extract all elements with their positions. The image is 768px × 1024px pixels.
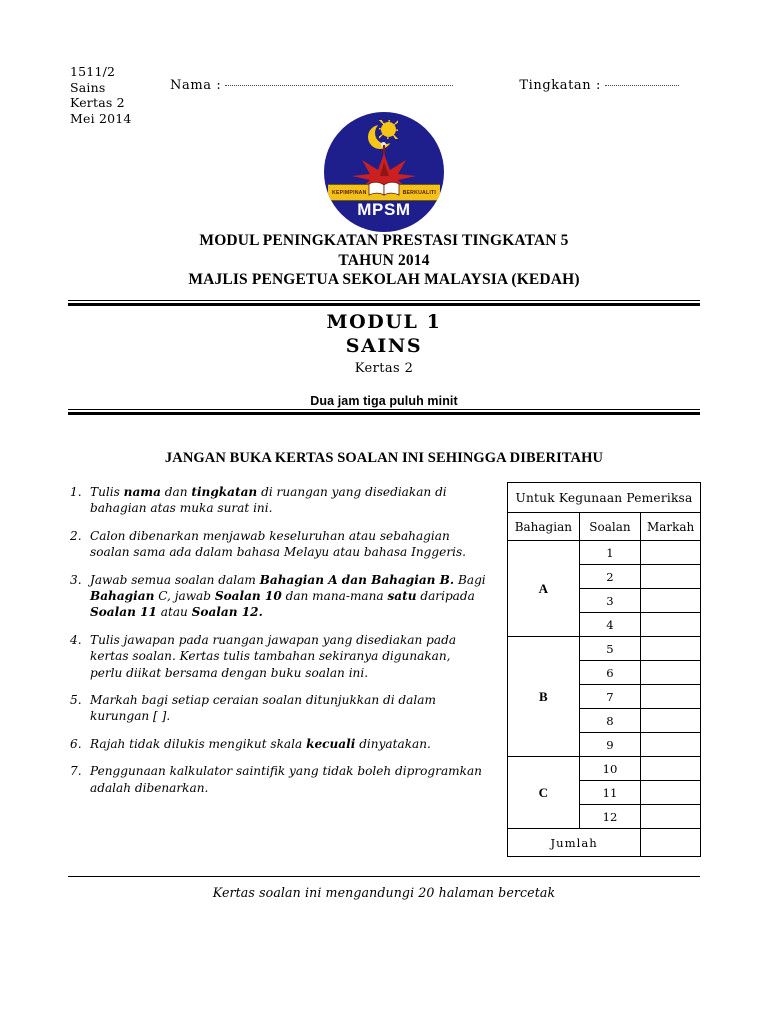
instruction-item <box>66 632 486 681</box>
instruction-number: 5. <box>70 693 82 708</box>
instruction-item <box>66 763 486 796</box>
instruction-item <box>66 528 486 561</box>
question-number-cell: 5 <box>579 637 641 661</box>
footer-divider <box>68 876 700 877</box>
form-field[interactable] <box>519 78 679 93</box>
org-line-1: MODUL PENINGKATAN PRESTASI TINGKATAN 5 <box>199 232 569 249</box>
instruction-item <box>66 692 486 725</box>
column-header-soalan: Soalan <box>579 513 641 541</box>
sun-icon <box>381 122 396 137</box>
question-number-cell: 9 <box>579 733 641 757</box>
marks-entry-cell[interactable] <box>641 805 701 829</box>
motto-right: BERKUALITI <box>402 189 436 196</box>
paper-number: Kertas 2 <box>70 95 125 110</box>
paper-subject: Sains <box>70 79 106 95</box>
module-paper: Kertas 2 <box>354 361 414 376</box>
instruction-text: Calon dibenarkan menjawab keseluruhan atau sebahagian soalan sama ada dalam bahasa Melayu atau bahasa Inggeris. <box>90 528 467 560</box>
instruction-number: 7. <box>70 764 82 779</box>
motto-left: KEPIMPINAN <box>332 189 367 196</box>
total-marks-cell[interactable] <box>641 829 701 857</box>
marks-entry-cell[interactable] <box>641 637 701 661</box>
logo-acronym: MPSM <box>357 200 411 219</box>
question-number-cell: 7 <box>579 685 641 709</box>
marks-table-row <box>508 637 701 661</box>
form-input-line[interactable] <box>605 85 679 86</box>
form-label: Tingkatan : <box>519 78 601 93</box>
module-title: MODUL 1 <box>326 311 442 333</box>
instruction-number: 1. <box>70 485 82 499</box>
instruction-item <box>66 572 486 621</box>
question-number-cell: 11 <box>579 781 641 805</box>
org-line-2: TAHUN 2014 <box>338 251 430 269</box>
paper-code: 1511/2 <box>70 64 116 79</box>
logo-container <box>0 112 768 232</box>
question-number-cell: 10 <box>579 757 641 781</box>
examiner-marks-table <box>507 482 701 857</box>
exam-duration: Dua jam tiga puluh minit <box>310 394 458 408</box>
question-number-cell: 8 <box>579 709 641 733</box>
paper-date: Mei 2014 <box>70 110 132 126</box>
question-number-cell: 3 <box>579 589 641 613</box>
marks-table-row <box>508 541 701 565</box>
candidate-fields <box>170 64 700 93</box>
instruction-text: Markah bagi setiap ceraian soalan ditunjukkan di dalam kurungan [ ]. <box>90 693 436 724</box>
instruction-text: Rajah tidak dilukis mengikut skala kecuali dinyatakan. <box>90 736 431 751</box>
marks-entry-cell[interactable] <box>641 781 701 805</box>
instruction-number: 6. <box>70 736 82 751</box>
question-number-cell: 1 <box>579 541 641 565</box>
mpsm-logo <box>324 112 444 232</box>
marks-table-total-row <box>508 829 701 857</box>
name-field[interactable] <box>170 78 453 93</box>
section-label-b: B <box>508 637 580 757</box>
instruction-text: Tulis nama dan tingkatan di ruangan yang disediakan di bahagian atas muka surat ini. <box>90 485 447 516</box>
question-number-cell: 12 <box>579 805 641 829</box>
marks-entry-cell[interactable] <box>641 685 701 709</box>
instructions-list <box>66 484 486 807</box>
footer-note: Kertas soalan ini mengandungi 20 halaman bercetak <box>212 885 556 900</box>
name-input-line[interactable] <box>225 85 453 86</box>
marks-table-header-row <box>508 513 701 541</box>
marks-entry-cell[interactable] <box>641 589 701 613</box>
instruction-text: Tulis jawapan pada ruangan jawapan yang disediakan pada kertas soalan. Kertas tulis tambahan sekiranya digunakan, perlu diikat bersama dengan buku soalan ini. <box>90 632 457 680</box>
org-line-3: MAJLIS PENGETUA SEKOLAH MALAYSIA (KEDAH) <box>188 271 580 288</box>
question-number-cell: 4 <box>579 613 641 637</box>
marks-entry-cell[interactable] <box>641 541 701 565</box>
section-label-a: A <box>508 541 580 637</box>
column-header-bahagian: Bahagian <box>508 513 580 541</box>
marks-table-body <box>508 483 701 857</box>
marks-entry-cell[interactable] <box>641 565 701 589</box>
marks-entry-cell[interactable] <box>641 613 701 637</box>
instruction-number: 3. <box>70 572 82 587</box>
marks-entry-cell[interactable] <box>641 709 701 733</box>
marks-table-row <box>508 757 701 781</box>
section-label-c: C <box>508 757 580 829</box>
question-number-cell: 2 <box>579 565 641 589</box>
name-label: Nama : <box>170 78 222 93</box>
question-number-cell: 6 <box>579 661 641 685</box>
marks-entry-cell[interactable] <box>641 661 701 685</box>
instruction-item <box>66 484 486 517</box>
divider-top <box>68 300 700 306</box>
column-header-markah: Markah <box>641 513 701 541</box>
module-subject: SAINS <box>345 335 423 357</box>
warning-notice: JANGAN BUKA KERTAS SOALAN INI SEHINGGA DIBERITAHU <box>164 450 604 466</box>
instruction-text: Penggunaan kalkulator saintifik yang tidak boleh diprogramkan adalah dibenarkan. <box>90 764 482 795</box>
instruction-item <box>66 736 486 752</box>
marks-table-caption: Untuk Kegunaan Pemeriksa <box>508 483 701 513</box>
instruction-number: 4. <box>70 632 82 647</box>
organisation-title <box>0 231 768 290</box>
total-label: Jumlah <box>508 829 641 857</box>
open-book-icon <box>368 181 400 196</box>
marks-entry-cell[interactable] <box>641 733 701 757</box>
divider-bottom <box>68 409 700 415</box>
instruction-text: Jawab semua soalan dalam Bahagian A dan Bahagian B. Bagi Bahagian C, jawab Soalan 10 dan mana-mana satu daripada Soalan 11 atau Soalan 12. <box>90 572 486 620</box>
instruction-number: 2. <box>70 528 82 543</box>
marks-entry-cell[interactable] <box>641 757 701 781</box>
marks-table-caption-row <box>508 483 701 513</box>
module-title-block <box>0 310 768 380</box>
